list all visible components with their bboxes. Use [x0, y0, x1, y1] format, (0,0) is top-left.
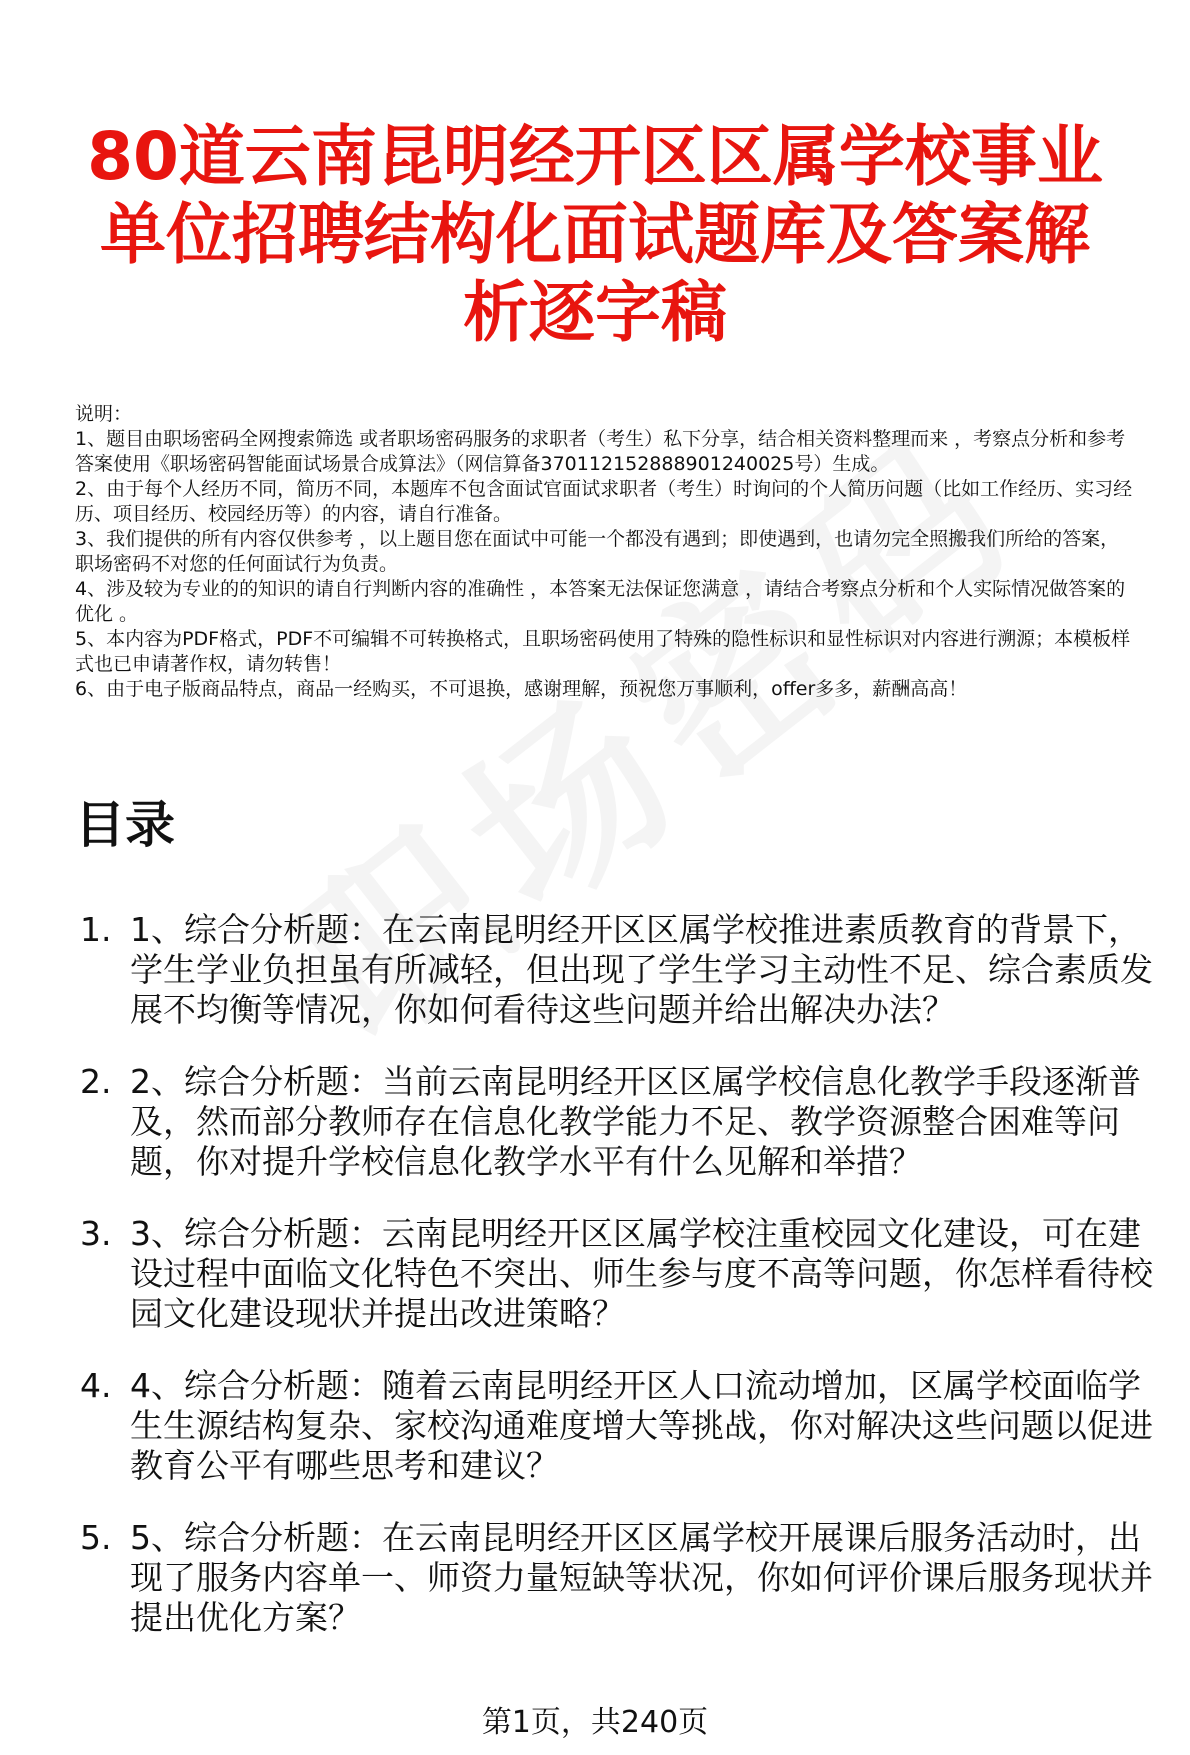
toc-item[interactable]: [80, 1214, 1165, 1334]
document-title: 80道云南昆明经开区区属学校事业单位招聘结构化面试题库及答案解析逐字稿: [87, 118, 1103, 351]
note-item: 1、题目由职场密码全网搜索筛选 或者职场密码服务的求职者（考生）私下分享，结合相关资料整理而来 ，考察点分析和参考答案使用《职场密码智能面试场景合成算法》（网信算备370112152888901240025号）生成。: [75, 428, 1126, 475]
toc-item-text[interactable]: 5、综合分析题：在云南昆明经开区区属学校开展课后服务活动时，出现了服务内容单一、师资力量短缺等状况，你如何评价课后服务现状并提出优化方案？: [130, 1518, 1153, 1637]
note-item: 6、由于电子版商品特点，商品一经购买，不可退换，感谢理解，预祝您万事顺利，offer多多，薪酬高高！: [75, 678, 968, 700]
toc-item-number: 2.: [80, 1062, 112, 1101]
toc-heading: 目录: [75, 796, 175, 854]
toc-item-text[interactable]: 2、综合分析题：当前云南昆明经开区区属学校信息化教学手段逐渐普及，然而部分教师存在信息化教学能力不足、教学资源整合困难等问题，你对提升学校信息化教学水平有什么见解和举措？: [130, 1062, 1141, 1181]
note-item: 3、我们提供的所有内容仅供参考 ，以上题目您在面试中可能一个都没有遇到；即使遇到，也请勿完全照搬我们所给的答案，职场密码不对您的任何面试行为负责。: [75, 528, 1120, 575]
toc-item[interactable]: [80, 910, 1165, 1030]
toc-item-number: 5.: [80, 1518, 112, 1557]
page-footer: 第1页，共240页: [481, 1705, 709, 1740]
toc-item-number: 1.: [80, 910, 112, 949]
notes-section: [75, 402, 1135, 702]
note-item: 2、由于每个人经历不同，简历不同，本题库不包含面试官面试求职者（考生）时询问的个人简历问题（比如工作经历、实习经历、项目经历、校园经历等）的内容，请自行准备。: [75, 478, 1133, 525]
note-item: 5、本内容为PDF格式，PDF不可编辑不可转换格式，且职场密码使用了特殊的隐性标识和显性标识对内容进行溯源；本模板样式也已申请著作权，请勿转售！: [75, 628, 1131, 675]
note-item: 4、涉及较为专业的的知识的请自行判断内容的准确性 ，本答案无法保证您满意 ，请结合考察点分析和个人实际情况做答案的优化 。: [75, 578, 1126, 625]
toc-item-text[interactable]: 4、综合分析题：随着云南昆明经开区人口流动增加，区属学校面临学生生源结构复杂、家校沟通难度增大等挑战，你对解决这些问题以促进教育公平有哪些思考和建议？: [130, 1366, 1153, 1485]
toc-item[interactable]: [80, 1062, 1165, 1182]
toc-item[interactable]: [80, 1366, 1165, 1486]
notes-heading: 说明：: [75, 403, 133, 425]
toc-item-number: 3.: [80, 1214, 112, 1253]
toc-item[interactable]: [80, 1518, 1165, 1638]
toc-item-text[interactable]: 1、综合分析题：在云南昆明经开区区属学校推进素质教育的背景下，学生学业负担虽有所减轻，但出现了学生学习主动性不足、综合素质发展不均衡等情况，你如何看待这些问题并给出解决办法？: [130, 910, 1153, 1029]
toc-item-text[interactable]: 3、综合分析题：云南昆明经开区区属学校注重校园文化建设，可在建设过程中面临文化特色不突出、师生参与度不高等问题，你怎样看待校园文化建设现状并提出改进策略？: [130, 1214, 1153, 1333]
toc-list: [80, 910, 1165, 1670]
toc-item-number: 4.: [80, 1366, 112, 1405]
